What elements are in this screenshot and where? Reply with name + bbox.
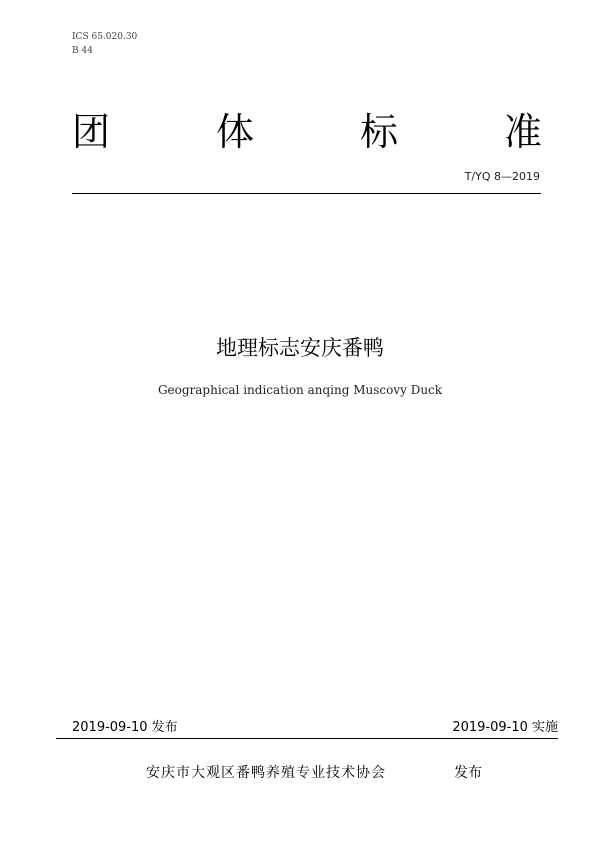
title-char: 团 (72, 110, 111, 154)
ccs-code: B 44 (72, 46, 93, 56)
title-char: 准 (503, 110, 542, 154)
bottom-divider (56, 738, 558, 739)
top-divider (72, 193, 541, 194)
implementation-date: 2019-09-10 实施 (452, 720, 558, 735)
release-date: 2019-09-10 发布 (72, 720, 178, 735)
document-english-title: Geographical indication anqing Muscovy Duck (157, 383, 443, 397)
standard-number: T/YQ 8—2019 (464, 170, 540, 183)
classification-codes (72, 30, 137, 58)
title-char: 标 (359, 110, 398, 154)
ics-code: ICS 65.020.30 (72, 32, 138, 42)
document-chinese-title: 地理标志安庆番鸭 (216, 336, 384, 360)
document-type-title (72, 108, 542, 156)
publisher-organization: 安庆市大观区番鸭养殖专业技术协会 (146, 765, 386, 781)
title-char: 体 (215, 110, 254, 154)
publisher-suffix: 发布 (454, 765, 482, 781)
